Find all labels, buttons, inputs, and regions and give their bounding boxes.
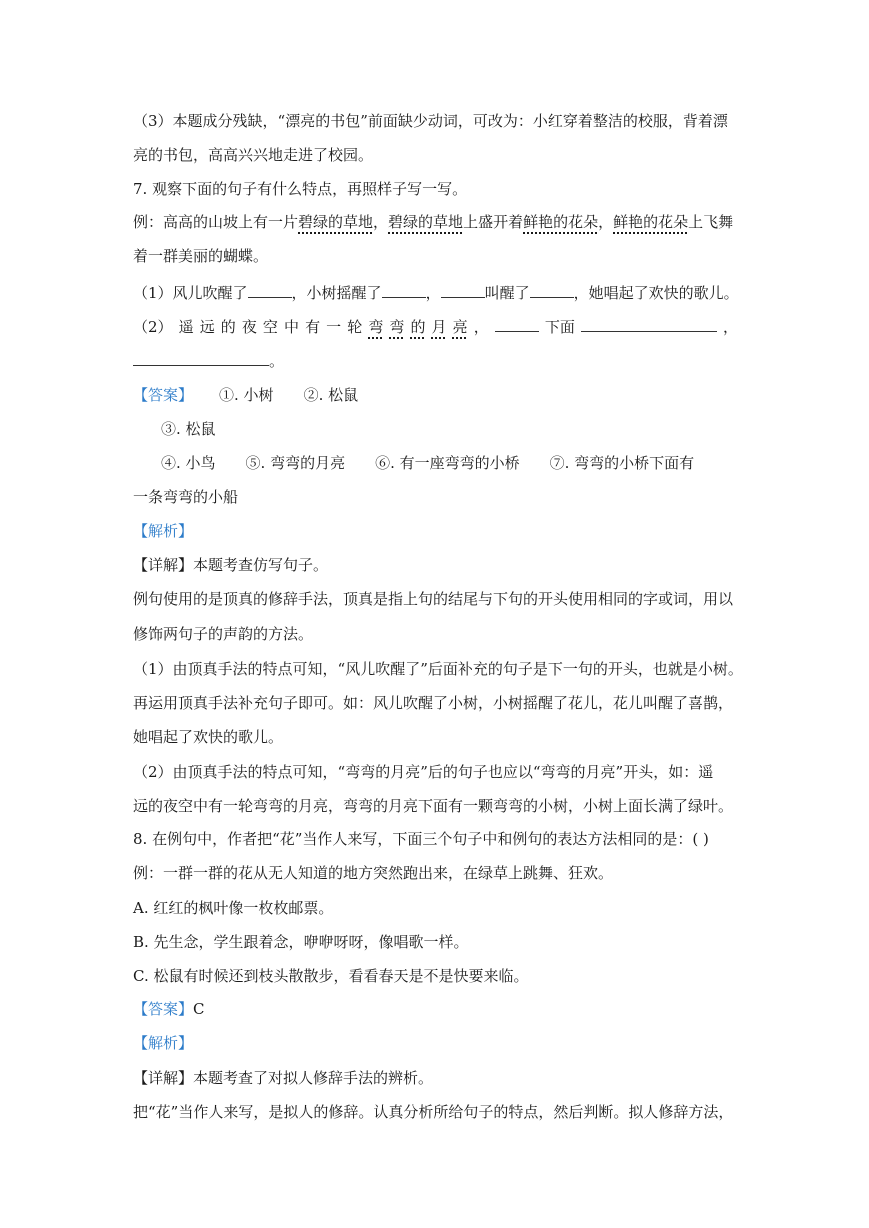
answer-item: ②. 松鼠 xyxy=(303,386,359,404)
q8-option-b: B. 先生念，学生跟着念，咿咿呀呀，像唱歌一样。 xyxy=(133,933,469,951)
q7-example-line2: 着一群美丽的蝴蝶。 xyxy=(133,247,269,265)
fill-blank[interactable] xyxy=(248,283,292,298)
item-char: 遥 xyxy=(178,318,194,336)
q7-answer-row4: 一条弯弯的小船 xyxy=(133,488,239,506)
q7-exp-line6: （2）由顶真手法的特点可知，“弯弯的月亮”后的句子也应以“弯弯的月亮”开头，如：遥 xyxy=(133,763,714,781)
item-char: ， xyxy=(473,318,489,336)
item-text: 。 xyxy=(269,352,285,370)
item-text: ，她唱起了欢快的歌儿。 xyxy=(573,284,739,302)
q7-item2-line2 xyxy=(133,351,284,371)
answer-item: ①. 小树 xyxy=(219,386,274,404)
q8-analysis-label: 【解析】 xyxy=(133,1034,194,1052)
q8-option-a: A. 红红的枫叶像一枚枚邮票。 xyxy=(133,899,334,917)
answer-item: ⑤. 弯弯的月亮 xyxy=(245,454,346,472)
fill-blank[interactable] xyxy=(581,317,717,332)
q7-exp-line1: 例句使用的是顶真的修辞手法，顶真是指上句的结尾与下句的开头使用相同的字或词，用以 xyxy=(133,590,734,608)
item-char: 夜 xyxy=(241,318,257,336)
q8-option-c: C. 松鼠有时候还到枝头散散步，看看春天是不是快要来临。 xyxy=(133,967,529,985)
q8-answer xyxy=(133,999,205,1019)
item-char: 有 xyxy=(305,318,321,336)
answer-value: C xyxy=(193,1000,205,1018)
q7-exp-line2: 修饰两句子的声韵的方法。 xyxy=(133,625,314,643)
item-text: ，小树摇醒了 xyxy=(291,284,382,302)
item-text: 叫醒了 xyxy=(484,284,530,302)
answer-label: 【答案】 xyxy=(133,386,194,404)
item-dotted-char: 月 xyxy=(431,318,447,336)
item-char: 空 xyxy=(262,318,278,336)
item-char: 远 xyxy=(199,318,215,336)
example-text: 例：高高的山坡上有一片 xyxy=(133,213,299,231)
q8-example: 例：一群一群的花从无人知道的地方突然跑出来，在绿草上跳舞、狂欢。 xyxy=(133,864,614,882)
example-dotted-word: 碧绿的草地 xyxy=(388,213,464,231)
answer-label: 【答案】 xyxy=(133,1000,194,1018)
item-dotted-char: 亮 xyxy=(452,318,468,336)
fill-blank[interactable] xyxy=(495,317,539,332)
item-text: ， xyxy=(425,284,441,302)
q7-exp-line7: 远的夜空中有一轮弯弯的月亮，弯弯的月亮下面有一颗弯弯的小树，小树上面长满了绿叶。 xyxy=(133,797,734,815)
item-dotted-char: 弯 xyxy=(389,318,405,336)
q7-title: 7. 观察下面的句子有什么特点，再照样子写一写。 xyxy=(133,180,468,198)
q6-part3-line2: 亮的书包，高高兴兴地走进了校园。 xyxy=(133,146,374,164)
q8-exp-line1: 把“花”当作人来写，是拟人的修辞。认真分析所给句子的特点，然后判断。拟人修辞方法， xyxy=(133,1103,734,1121)
q7-exp-line5: 她唱起了欢快的歌儿。 xyxy=(133,728,284,746)
item-char: 中 xyxy=(284,318,300,336)
example-dotted-word: 鲜艳的花朵 xyxy=(523,213,599,231)
example-text: 上盛开着 xyxy=(463,213,524,231)
item-text: （1）风儿吹醒了 xyxy=(133,284,248,302)
q7-exp-line4: 再运用顶真手法补充句子即可。如：风儿吹醒了小树，小树摇醒了花儿，花儿叫醒了喜鹊， xyxy=(133,694,734,712)
q7-exp-line3: （1）由顶真手法的特点可知，“风儿吹醒了”后面补充的句子是下一句的开头，也就是小树。 xyxy=(133,660,743,678)
example-dotted-word: 鲜艳的花朵 xyxy=(613,213,689,231)
q7-answer-row2: ③. 松鼠 xyxy=(161,420,216,438)
q8-detail: 【详解】本题考查了对拟人修辞手法的辨析。 xyxy=(133,1069,434,1087)
item-char: ， xyxy=(722,318,738,336)
item-char: 一 xyxy=(326,318,342,336)
item-dotted-char: 的 xyxy=(410,318,426,336)
item-char: （2） xyxy=(133,318,173,336)
answer-item: ④. 小鸟 xyxy=(161,454,216,472)
example-text: 上飞舞 xyxy=(688,213,734,231)
q7-item2-justified xyxy=(133,317,738,337)
q7-item1 xyxy=(133,283,739,303)
q7-example-line1 xyxy=(133,212,733,232)
q7-answer-row1 xyxy=(133,385,358,405)
item-char: 下面 xyxy=(544,318,575,336)
item-char: 的 xyxy=(220,318,236,336)
fill-blank[interactable] xyxy=(133,351,269,366)
item-char: 轮 xyxy=(347,318,363,336)
answer-item: ⑥. 有一座弯弯的小桥 xyxy=(375,454,520,472)
q7-answer-row3 xyxy=(161,453,694,473)
example-dotted-word: 碧绿的草地 xyxy=(298,213,374,231)
q6-part3-line1: （3）本题成分残缺，“漂亮的书包”前面缺少动词，可改为：小红穿着整洁的校服，背着漂 xyxy=(133,112,728,130)
q8-title: 8. 在例句中，作者把“花”当作人来写，下面三个句子中和例句的表达方法相同的是：( ) xyxy=(133,830,709,848)
q7-item2-line1 xyxy=(133,317,739,337)
example-text: ， xyxy=(373,213,389,231)
fill-blank[interactable] xyxy=(530,283,574,298)
fill-blank[interactable] xyxy=(382,283,426,298)
example-text: ， xyxy=(598,213,614,231)
answer-item: ⑦. 弯弯的小桥下面有 xyxy=(549,454,695,472)
q7-detail: 【详解】本题考查仿写句子。 xyxy=(133,556,329,574)
q7-analysis-label: 【解析】 xyxy=(133,522,194,540)
fill-blank[interactable] xyxy=(441,283,485,298)
item-dotted-char: 弯 xyxy=(368,318,384,336)
